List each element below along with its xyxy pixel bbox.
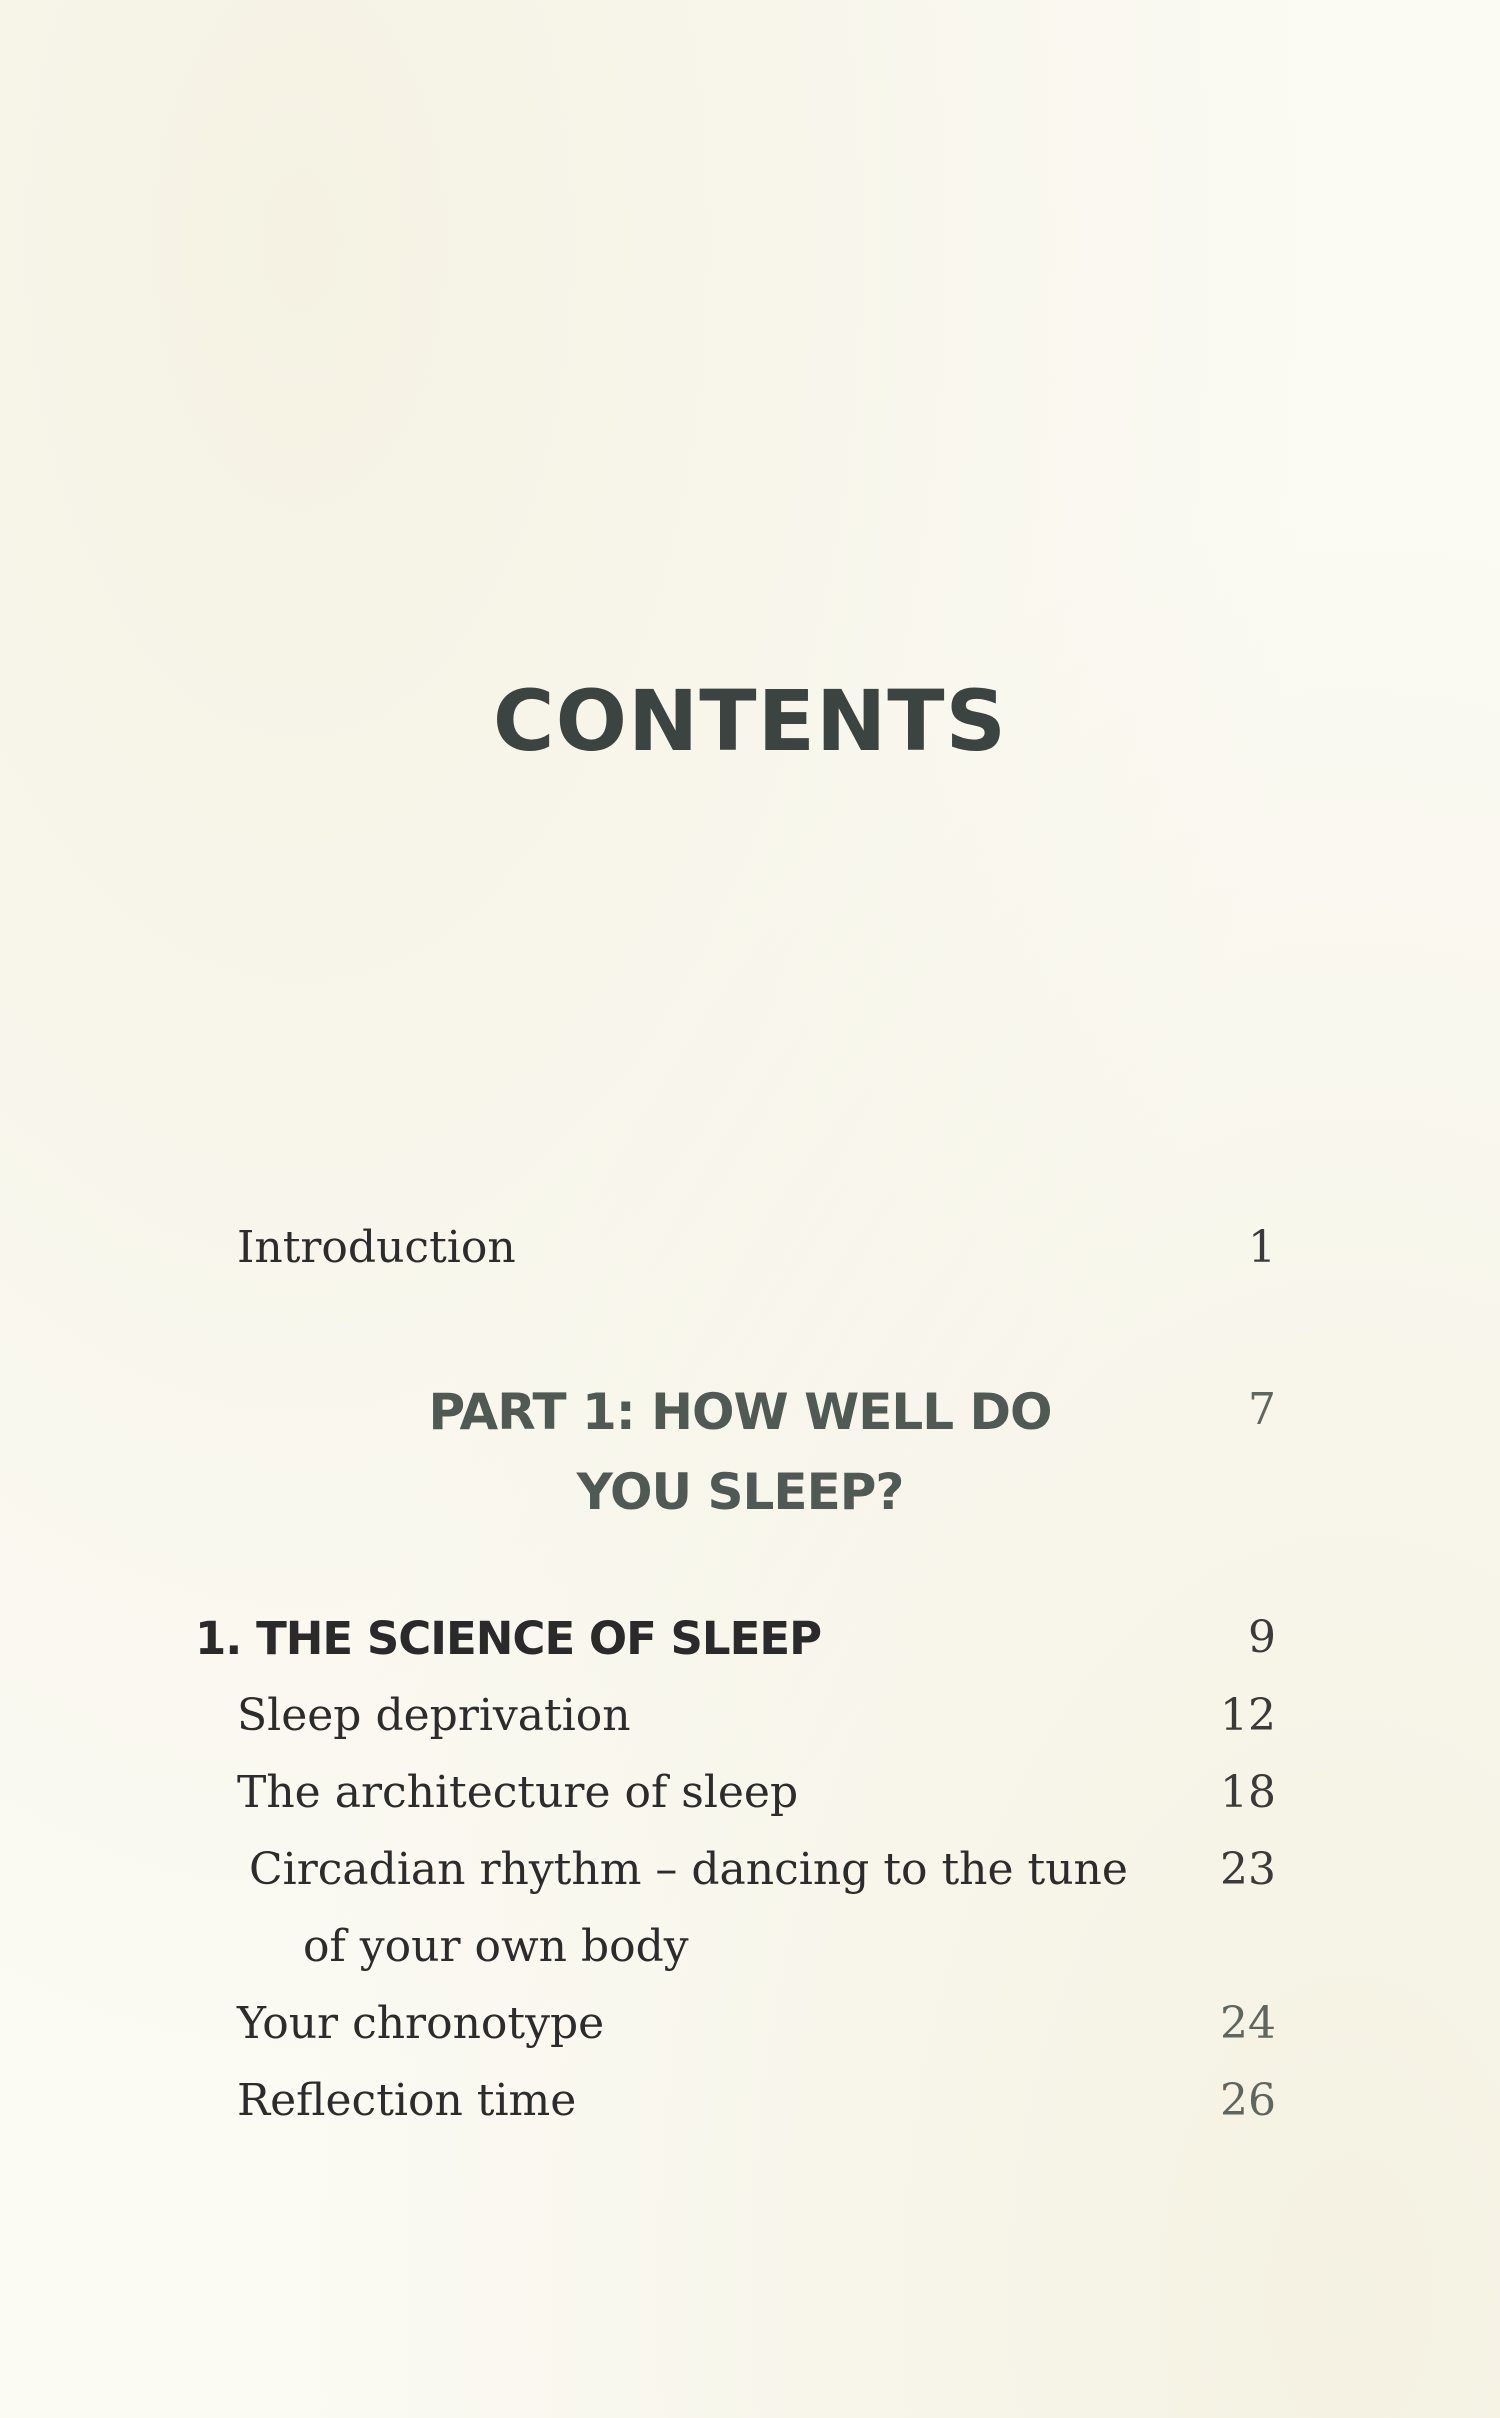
toc-entry-label-continued: of your own body	[303, 1921, 689, 1972]
contents-heading: CONTENTS	[492, 672, 1008, 770]
toc-entry-section	[0, 1767, 1500, 1847]
toc-entry-label: Sleep deprivation	[237, 1690, 631, 1741]
toc-entry-label: The architecture of sleep	[237, 1767, 799, 1818]
toc-entry-section	[0, 1998, 1500, 2078]
toc-entry-label: Introduction	[237, 1222, 516, 1273]
toc-page-number: 1	[1248, 1222, 1276, 1273]
toc-page-number: 26	[1220, 2075, 1276, 2126]
toc-entry-section	[0, 1690, 1500, 1770]
chapter-title: 1. THE SCIENCE OF SLEEP	[195, 1612, 822, 1665]
toc-entry-section	[0, 2075, 1500, 2155]
toc-page-number: 12	[1220, 1690, 1276, 1741]
toc-entry-label: Reflection time	[237, 2075, 577, 2126]
toc-entry-label: Your chronotype	[237, 1998, 605, 2049]
toc-page-number: 24	[1220, 1998, 1276, 2049]
toc-entry-part-1	[0, 1372, 1500, 1542]
toc-page-number: 23	[1220, 1844, 1276, 1895]
toc-entry-chapter-1	[0, 1612, 1500, 1692]
toc-page-number: 18	[1220, 1767, 1276, 1818]
part-title-line-2: YOU SLEEP?	[576, 1463, 904, 1521]
part-title-line-1: PART 1: HOW WELL DO	[428, 1383, 1052, 1441]
toc-entry-introduction	[0, 1222, 1500, 1302]
toc-page-number: 7	[1248, 1384, 1276, 1435]
toc-page-number: 9	[1248, 1612, 1276, 1663]
toc-entry-label: Circadian rhythm – dancing to the tune	[249, 1844, 1128, 1895]
toc-entry-section	[0, 1844, 1500, 2004]
